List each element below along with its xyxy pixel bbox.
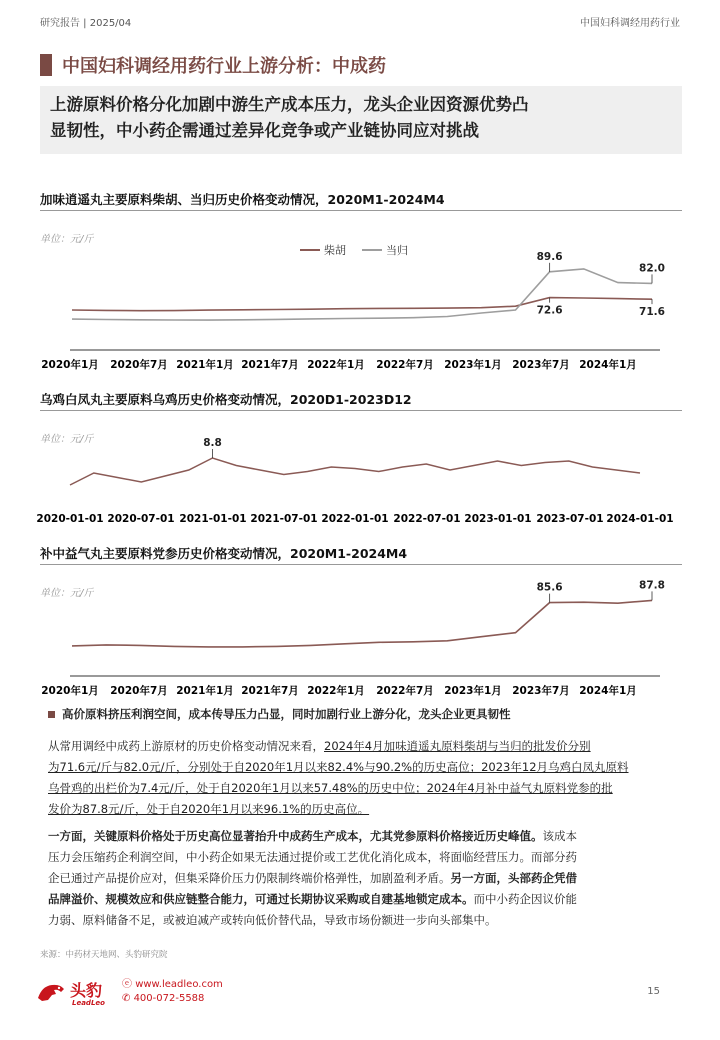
chart3-ticks	[41, 684, 637, 697]
logo-chinese: 头豹	[70, 981, 103, 1000]
subtitle-line-2: 显韧性，中小药企需通过差异化竞争或产业链协同应对挑战	[50, 121, 479, 140]
chart3-tick-0: 2020年1月	[41, 685, 99, 697]
chart1	[0, 220, 720, 380]
web-icon: ⓔ	[122, 979, 136, 990]
para2-line-1	[48, 826, 678, 847]
para2-line-2: 压力会压缩药企利润空间，中小药企如果无法通过提价或工艺优化消化成本，将面临经营压力。而部分药	[48, 850, 577, 864]
report-label: 研究报告 | 2025/04	[40, 18, 132, 29]
chart2-callouts	[203, 437, 222, 449]
title-accent-bar	[40, 54, 52, 76]
chart3-callout-87-8: 87.8	[639, 579, 665, 592]
chart2-tick-3: 2021-07-01	[250, 513, 318, 525]
para1-line-1a: 从常用调经中成药上游原材的历史价格变动情况来看，	[48, 739, 324, 753]
para2-line-3	[48, 868, 678, 889]
page-title: 中国妇科调经用药行业上游分析：中成药	[62, 56, 386, 77]
chart2-tick-4: 2022-01-01	[321, 513, 389, 525]
bullet-square	[48, 711, 55, 718]
page-number: 15	[647, 986, 660, 997]
chart1-tick-4: 2022年1月	[307, 359, 365, 371]
chart1-tick-2: 2021年1月	[176, 359, 234, 371]
chart3-heading: 补中益气丸主要原料党参历史价格变动情况，2020M1-2024M4	[40, 546, 408, 561]
para1-line-4: 发价为87.8元/斤，处于自2020年1月以来96.1%的历史高位。	[48, 802, 370, 816]
phone-icon: ✆	[122, 993, 134, 1004]
chart1-callout-71-6: 71.6	[639, 306, 665, 319]
chart2-tick-6: 2023-01-01	[464, 513, 532, 525]
para1-line-1b: 2024年4月加味逍遥丸原料柴胡与当归的批发价分别	[324, 739, 591, 753]
chart3-tick-5: 2022年7月	[376, 685, 434, 697]
chart3-tick-4: 2022年1月	[307, 685, 365, 697]
chart2-tick-0: 2020-01-01	[36, 513, 104, 525]
chart1-unit: 单位：元/斤	[40, 234, 94, 245]
chart1-series-danggui	[72, 269, 652, 320]
para2-line-3a: 企已通过产品提价应对，但集采降价压力仍限制终端价格弹性，加剧盈利矛盾。	[48, 871, 451, 885]
chart1-tick-3: 2021年7月	[241, 359, 299, 371]
chart3-tick-2: 2021年1月	[176, 685, 234, 697]
para2-line-3b: 另一方面，头部药企凭借	[450, 871, 577, 885]
para1-line-1	[48, 736, 678, 757]
leadleo-logo	[36, 978, 126, 1010]
subtitle-box	[40, 86, 682, 154]
chart2-tick-1: 2020-07-01	[107, 513, 175, 525]
chart3-divider	[40, 564, 682, 565]
chart1-ticks	[41, 358, 637, 371]
page-header	[40, 14, 680, 34]
para2-line-5: 力弱、原料储备不足，或被迫减产或转向低价替代品，导致市场份额进一步向头部集中。	[48, 913, 497, 927]
chart2-ticks	[36, 513, 673, 525]
chart1-callout-72-6: 72.6	[536, 304, 563, 317]
bullet-heading: 高价原料挤压利润空间，成本传导压力凸显，同时加剧行业上游分化，龙头企业更具韧性	[62, 707, 511, 721]
industry-label: 中国妇科调经用药行业	[580, 18, 680, 29]
para2-line-1b: 该成本	[542, 829, 577, 843]
chart3-tick-3: 2021年7月	[241, 685, 299, 697]
page-title-block	[40, 52, 680, 78]
chart1-heading: 加味逍遥丸主要原料柴胡、当归历史价格变动情况，2020M1-2024M4	[40, 192, 445, 207]
website-link[interactable]: www.leadleo.com	[135, 979, 223, 990]
paragraph-analysis	[48, 826, 678, 931]
paragraph-prices	[48, 736, 678, 820]
source-note: 来源：中药材天地网、头豹研究院	[40, 950, 168, 960]
chart3	[0, 574, 720, 704]
para2-line-4	[48, 889, 678, 910]
chart2-heading: 乌鸡白凤丸主要原料乌鸡历史价格变动情况，2020D1-2023D12	[40, 392, 412, 407]
chart1-legend-1: 柴胡	[324, 244, 346, 257]
para2-line-4b: 而中小药企因议价能	[473, 892, 577, 906]
leopard-icon	[36, 980, 66, 1004]
phone-number: 400-072-5588	[133, 993, 205, 1004]
chart1-series-chaihu	[72, 298, 652, 311]
chart1-tick-7: 2023年7月	[512, 359, 570, 371]
para2-line-4a: 品牌溢价、规模效应和供应链整合能力，可通过长期协议采购或自建基地锁定成本。	[48, 892, 474, 906]
chart2-divider	[40, 410, 682, 411]
chart1-divider	[40, 210, 682, 211]
chart3-tick-6: 2023年1月	[444, 685, 502, 697]
chart1-tick-6: 2023年1月	[444, 359, 502, 371]
chart2-callout-8-8: 8.8	[203, 437, 222, 449]
chart3-tick-7: 2023年7月	[512, 685, 570, 697]
chart3-callouts	[537, 579, 665, 593]
chart3-tick-8: 2024年1月	[579, 685, 637, 697]
chart1-tick-1: 2020年7月	[110, 359, 168, 371]
chart2-tick-5: 2022-07-01	[393, 513, 461, 525]
chart1-legend-2: 当归	[386, 244, 408, 257]
chart1-callout-82-0: 82.0	[639, 262, 665, 275]
chart3-series-dangshen	[72, 600, 652, 647]
chart2	[0, 420, 720, 530]
chart2-tick-2: 2021-01-01	[179, 513, 247, 525]
chart2-tick-7: 2023-07-01	[536, 513, 604, 525]
chart1-tick-5: 2022年7月	[376, 359, 434, 371]
chart1-tick-8: 2024年1月	[579, 359, 637, 371]
chart3-callout-85-6: 85.6	[536, 581, 563, 594]
para2-line-1a: 一方面，关键原料价格处于历史高位显著抬升中成药生产成本，尤其党参原料价格接近历史峰值。	[48, 829, 543, 843]
chart3-tick-1: 2020年7月	[110, 685, 168, 697]
subtitle-line-1: 上游原料价格分化加剧中游生产成本压力，龙头企业因资源优势凸	[50, 95, 529, 114]
para1-line-2: 为71.6元/斤与82.0元/斤，分别处于自2020年1月以来82.4%与90.2%的历史高位；2023年12月乌鸡白凤丸原料	[48, 760, 629, 774]
chart1-callout-89-6: 89.6	[536, 250, 563, 263]
contact-block	[122, 978, 223, 1006]
logo-english: LeadLeo	[72, 999, 105, 1007]
chart1-callouts	[537, 251, 665, 318]
chart2-unit: 单位：元/斤	[40, 434, 94, 445]
chart3-unit: 单位：元/斤	[40, 588, 94, 599]
chart2-tick-8: 2024-01-01	[606, 513, 674, 525]
chart2-series-wuji	[70, 458, 640, 485]
para1-line-3: 乌骨鸡的出栏价为7.4元/斤，处于自2020年1月以来57.48%的历史中位；2024年4月补中益气丸原料党参的批	[48, 781, 613, 795]
chart1-tick-0: 2020年1月	[41, 359, 99, 371]
